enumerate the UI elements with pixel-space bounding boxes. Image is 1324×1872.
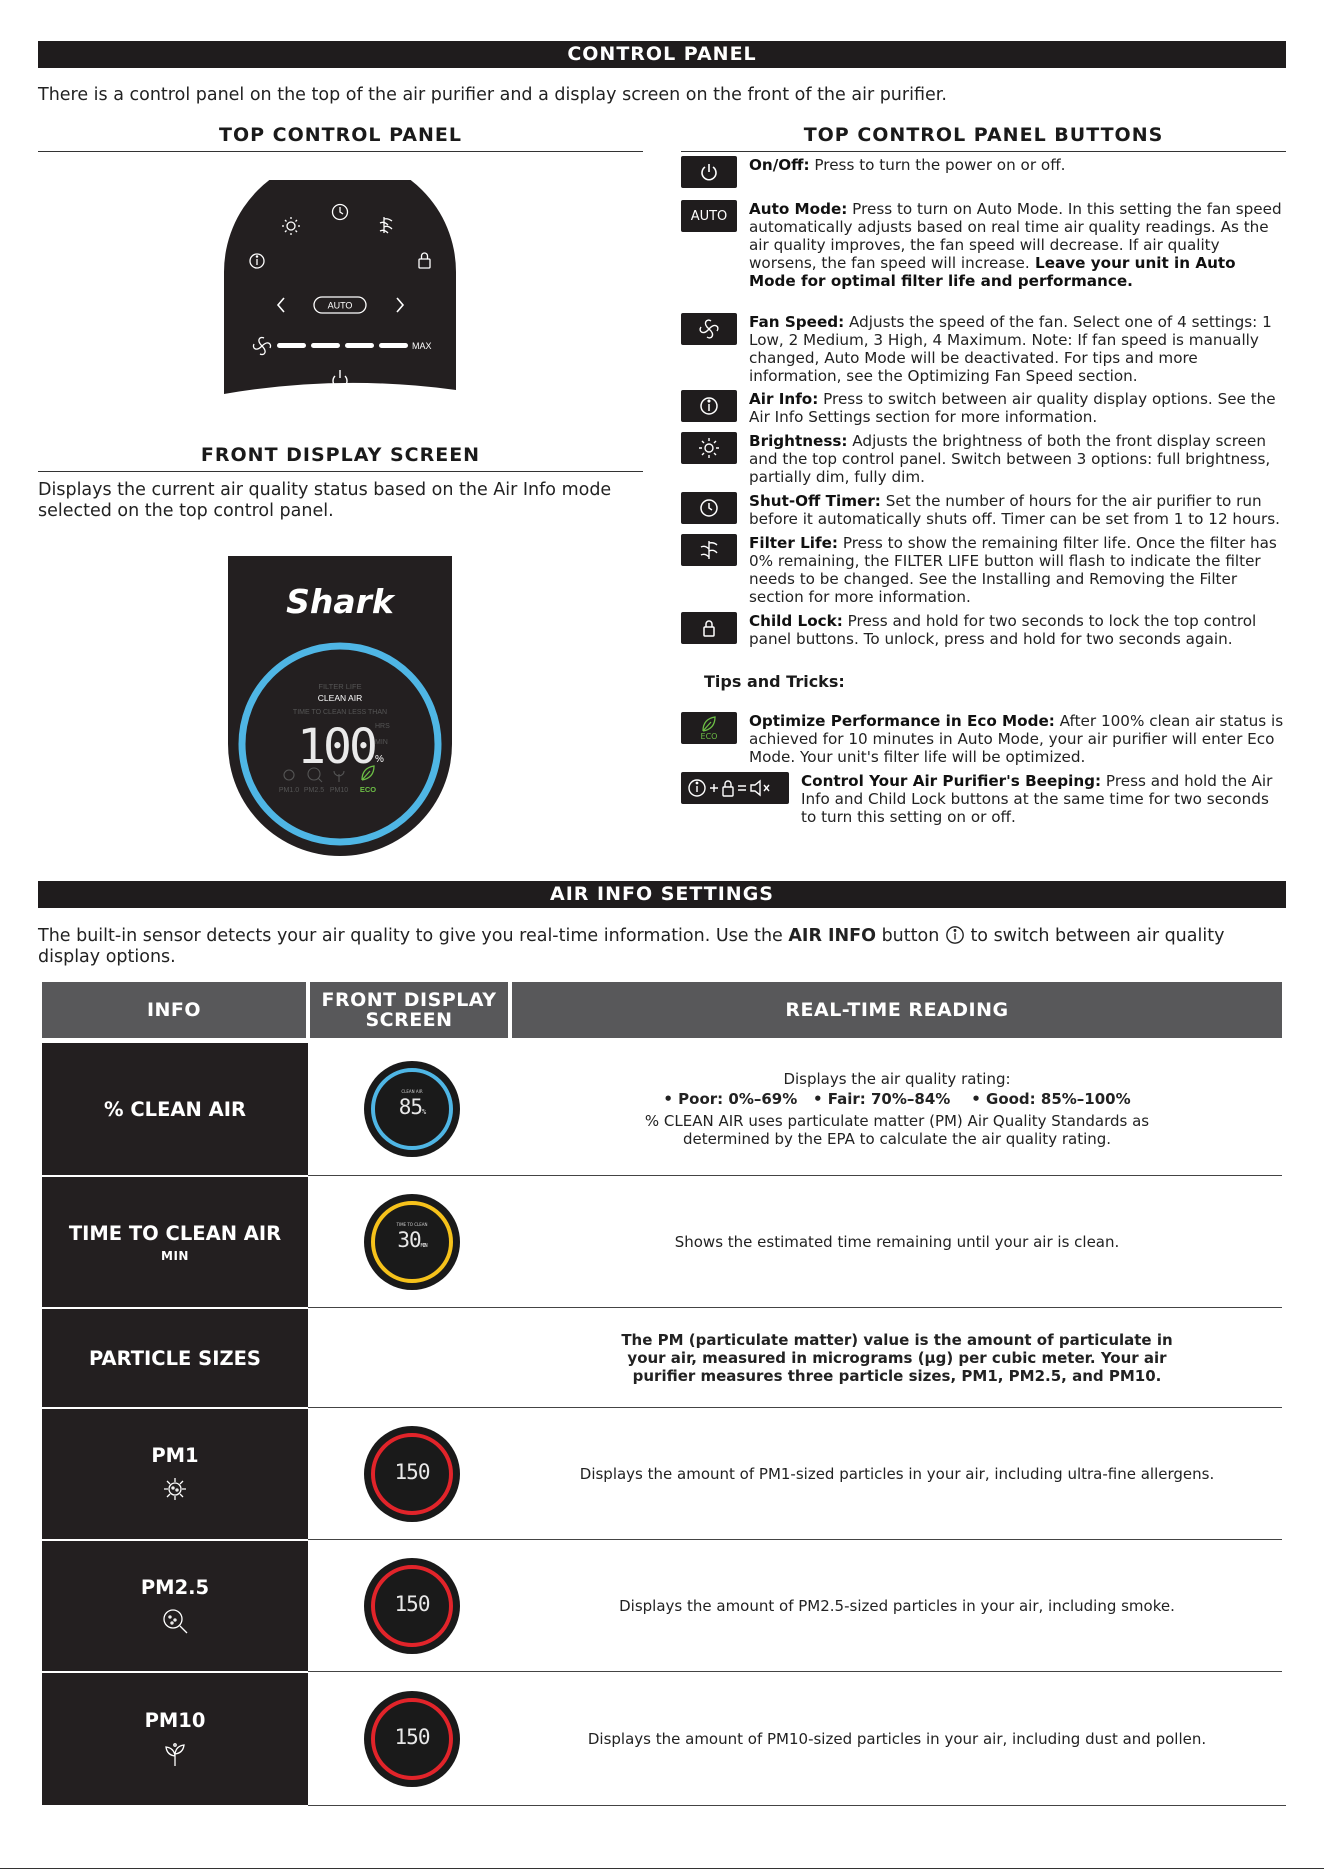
air-info-text: Press to switch between air quality display options. See the Air Info Settings section for more information. — [749, 390, 1276, 426]
air-info-title: Air Info: — [749, 390, 819, 408]
table-row-particle-sizes — [42, 1309, 1282, 1407]
particle-sizes-reading — [512, 1309, 1282, 1407]
pm25-indicator: PM2.5 — [303, 787, 325, 794]
front-display-illustration — [228, 556, 452, 856]
table-header-screen — [310, 982, 508, 1038]
eco-icon — [681, 712, 737, 744]
fan-speed-1[interactable] — [277, 343, 306, 348]
front-display-heading: FRONT DISPLAY SCREEN — [38, 444, 643, 472]
fan-speed-3[interactable] — [345, 343, 374, 348]
table-row-pm25 — [42, 1541, 1282, 1671]
tip-row-beeping — [681, 772, 1286, 826]
lock-icon — [681, 612, 737, 644]
mini-display-value — [364, 1095, 460, 1119]
mini-display — [364, 1426, 460, 1522]
onoff-text: Press to turn the power on or off. — [809, 156, 1066, 174]
tip-row-eco — [681, 712, 1286, 766]
control-panel-intro: There is a control panel on the top of the air purifier and a display screen on the front of the air purifier. — [38, 85, 947, 105]
particle-sizes-reading-text: The PM (particulate matter) value is the amount of particulate in your air, measured in micrograms (µg) per cubic meter. Your air purifier measures three particle sizes, PM1, PM2.5, and PM10. — [621, 1331, 1173, 1385]
onoff-title: On/Off: — [749, 156, 810, 174]
top-control-panel-buttons-heading: TOP CONTROL PANEL BUTTONS — [681, 124, 1286, 152]
button-row-onoff — [681, 156, 1286, 188]
row-divider — [308, 1671, 1282, 1672]
table-row-pm1 — [42, 1409, 1282, 1539]
hrs-label: HRS — [375, 723, 390, 730]
control-panel-title: CONTROL PANEL — [38, 41, 1286, 68]
pm1-screen — [312, 1409, 512, 1539]
particle-sizes-info — [42, 1309, 308, 1407]
button-row-auto — [681, 200, 1286, 290]
time-to-clean-info-label: TIME TO CLEAN AIR — [68, 1221, 282, 1245]
fan-icon — [681, 313, 737, 345]
row-divider — [308, 1539, 1282, 1540]
eco-tip-title: Optimize Performance in Eco Mode: — [749, 712, 1055, 730]
filter-life-label: FILTER LIFE — [318, 682, 362, 691]
row-divider — [308, 1407, 1282, 1408]
table-header-screen-line2: SCREEN — [365, 1009, 453, 1031]
mini-display-number: 85 — [398, 1095, 423, 1119]
rating-good: • Good: 85%–100% — [971, 1090, 1131, 1108]
pollen-icon — [159, 1738, 191, 1770]
time-to-clean-info-sub: MIN — [161, 1248, 189, 1263]
mini-display-label: TIME TO CLEAN — [396, 1222, 428, 1227]
pm10-screen — [312, 1673, 512, 1805]
eco-icon-label: ECO — [700, 731, 718, 741]
min-label: MIN — [375, 739, 388, 746]
clean-air-screen — [312, 1043, 512, 1175]
clean-air-info — [42, 1043, 308, 1175]
timer-icon — [681, 492, 737, 524]
button-row-child-lock — [681, 612, 1286, 648]
mini-display — [364, 1558, 460, 1654]
clean-air-reading-note: % CLEAN AIR uses particulate matter (PM) Air Quality Standards as determined by the EPA to calculate the air quality rating. — [644, 1112, 1150, 1148]
button-row-fan-speed — [681, 313, 1286, 385]
clean-air-label: CLEAN AIR — [317, 693, 363, 703]
auto-bold-text: Leave your unit in Auto Mode for optimal filter life and performance. — [749, 254, 1236, 290]
timer-title: Shut-Off Timer: — [749, 492, 881, 510]
mini-display-value — [364, 1228, 460, 1252]
pm10-indicator: PM10 — [329, 787, 349, 794]
brightness-icon — [681, 432, 737, 464]
fan-speed-4[interactable] — [379, 343, 408, 348]
brightness-text: Adjusts the brightness of both the front display screen and the top control panel. Switch between 3 options: full brightness, partially dim, fully dim. — [749, 432, 1271, 486]
fan-speed-text: Adjusts the speed of the fan. Select one of 4 settings: 1 Low, 2 Medium, 3 High, 4 Maximum. Note: If fan speed is manually changed, Auto Mode will be deactivated. For tips and more information, see the Optimizing Fan Speed section. — [749, 313, 1272, 385]
auto-title: Auto Mode: — [749, 200, 848, 218]
table-row-pm10 — [42, 1673, 1282, 1805]
pm1-reading: Displays the amount of PM1-sized particles in your air, including ultra-fine allergens. — [579, 1465, 1215, 1483]
air-info-intro — [38, 925, 1278, 968]
mini-display — [364, 1691, 460, 1787]
air-quality-value: 100 — [297, 719, 375, 775]
beeping-tip-title: Control Your Air Purifier's Beeping: — [801, 772, 1102, 790]
mini-display — [364, 1061, 460, 1157]
child-lock-title: Child Lock: — [749, 612, 843, 630]
pm10-info-label: PM10 — [144, 1708, 206, 1732]
time-to-clean-label: TIME TO CLEAN LESS THAN — [292, 709, 388, 716]
clean-air-info-label: % CLEAN AIR — [104, 1097, 246, 1121]
pm1-info — [42, 1409, 308, 1539]
filter-icon — [681, 534, 737, 566]
auto-icon: AUTO — [681, 200, 737, 232]
percent-sign: % — [375, 754, 384, 765]
auto-text: Press to turn on Auto Mode. In this setting the fan speed automatically adjusts based on real time air quality readings. As the air quality improves, the fan speed will decrease. If air quality worsens, the fan speed will increase. — [749, 200, 1282, 272]
filter-life-text: Press to show the remaining filter life. Once the filter has 0% remaining, the FILTER LIFE button will flash to indicate the filter needs to be changed. See the Installing and Removing the Filter section for more information. — [749, 534, 1277, 606]
particle-sizes-info-label: PARTICLE SIZES — [89, 1346, 261, 1370]
table-header-screen-line1: FRONT DISPLAY — [321, 989, 497, 1011]
pm1-info-label: PM1 — [151, 1443, 199, 1467]
child-lock-text: Press and hold for two seconds to lock the top control panel buttons. To unlock, press and hold for two seconds again. — [749, 612, 1257, 648]
pm25-info-label: PM2.5 — [140, 1575, 210, 1599]
clean-air-reading — [512, 1043, 1282, 1175]
mini-display — [364, 1194, 460, 1290]
clean-air-reading-intro: Displays the air quality rating: — [783, 1070, 1011, 1088]
table-row-time-to-clean — [42, 1177, 1282, 1307]
auto-button-label: AUTO — [327, 300, 353, 311]
pm10-info — [42, 1673, 308, 1805]
rating-poor: • Poor: 0%–69% — [663, 1090, 798, 1108]
clean-air-ratings — [663, 1090, 1130, 1108]
front-display-description: Displays the current air quality status based on the Air Info mode selected on the top control panel. — [38, 480, 612, 521]
top-control-panel-illustration — [222, 180, 458, 394]
time-to-clean-screen — [312, 1177, 512, 1307]
row-divider — [308, 1175, 1282, 1176]
button-row-timer — [681, 492, 1286, 528]
info-icon — [681, 390, 737, 422]
table-header-info: INFO — [42, 982, 306, 1038]
tips-title: Tips and Tricks: — [704, 672, 845, 691]
mini-display-unit: MIN — [420, 1243, 427, 1249]
mini-display-number: 150 — [394, 1592, 430, 1616]
pm25-screen — [312, 1541, 512, 1671]
filter-life-title: Filter Life: — [749, 534, 838, 552]
timer-text: Set the number of hours for the air purifier to run before it automatically shuts off. Timer can be set from 1 to 12 hours. — [749, 492, 1280, 528]
air-info-intro-text: The built-in sensor detects your air quality to give you real-time information. Use the — [38, 926, 789, 946]
rating-fair: • Fair: 70%–84% — [812, 1090, 951, 1108]
air-info-intro-after: to switch between air quality display options. — [38, 926, 1225, 967]
table-row-clean-air — [42, 1043, 1282, 1175]
top-control-panel-heading: TOP CONTROL PANEL — [38, 124, 643, 152]
time-to-clean-reading: Shows the estimated time remaining until your air is clean. — [674, 1233, 1120, 1251]
page-bottom-rule — [0, 1868, 1324, 1869]
air-info-intro-bold: AIR INFO — [788, 926, 877, 946]
button-row-brightness — [681, 432, 1286, 486]
time-to-clean-info — [42, 1177, 308, 1307]
row-divider — [308, 1307, 1282, 1308]
info-icon — [945, 925, 965, 945]
mini-display-number: 150 — [394, 1460, 430, 1484]
allergen-icon — [159, 1473, 191, 1505]
mini-display-number: 150 — [394, 1725, 430, 1749]
button-row-filter-life — [681, 534, 1286, 606]
pm10-reading: Displays the amount of PM10-sized particles in your air, including dust and pollen. — [587, 1730, 1207, 1748]
pm1-indicator: PM1.0 — [278, 787, 300, 794]
mini-display-unit: % — [422, 1108, 426, 1116]
fan-speed-2[interactable] — [311, 343, 340, 348]
pm25-info — [42, 1541, 308, 1671]
air-info-intro-mid: button — [876, 926, 945, 946]
brightness-title: Brightness: — [749, 432, 848, 450]
beeping-tip-text: Press and hold the Air Info and Child Lock buttons at the same time for two seconds to turn this setting on or off. — [801, 772, 1273, 826]
power-icon — [681, 156, 737, 188]
eco-tip-text: After 100% clean air status is achieved for 10 minutes in Auto Mode, your air purifier will enter Eco Mode. Your unit's filter life will be optimized. — [749, 712, 1284, 766]
mute-combo-icon — [681, 772, 789, 804]
max-label: MAX — [412, 341, 432, 351]
button-row-air-info — [681, 390, 1286, 426]
air-info-title: AIR INFO SETTINGS — [38, 881, 1286, 908]
table-header-reading: REAL-TIME READING — [512, 982, 1282, 1038]
brand-logo: Shark — [286, 582, 394, 621]
eco-indicator: ECO — [359, 785, 377, 794]
mini-display-label: CLEAN AIR — [401, 1089, 423, 1094]
table-bottom-border — [308, 1805, 1286, 1806]
fan-speed-title: Fan Speed: — [749, 313, 845, 331]
mini-display-number: 30 — [397, 1228, 421, 1252]
pm25-reading: Displays the amount of PM2.5-sized particles in your air, including smoke. — [619, 1597, 1175, 1615]
smoke-magnifier-icon — [159, 1605, 191, 1637]
